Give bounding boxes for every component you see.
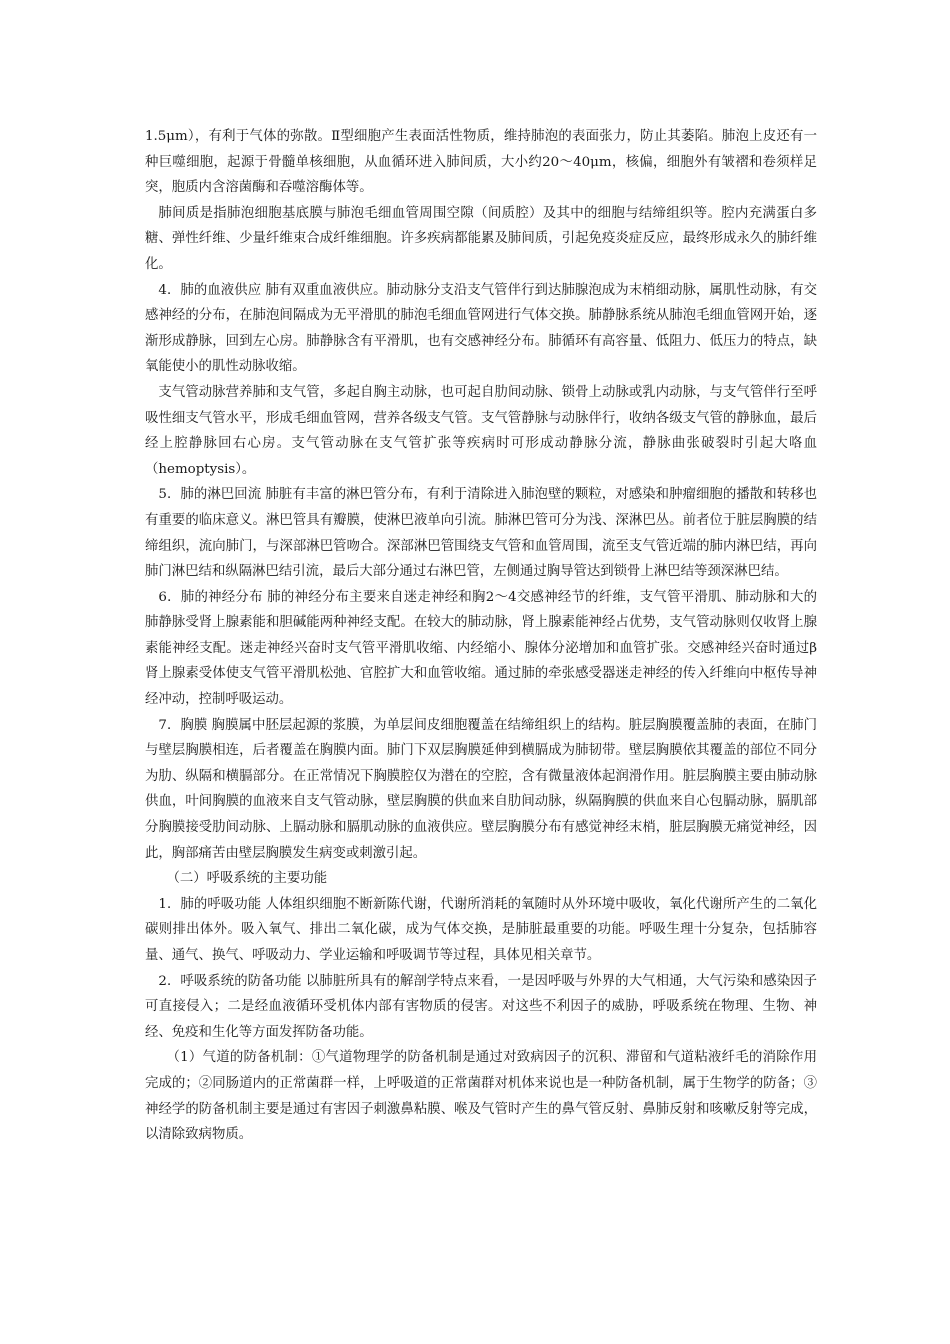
paragraph-defense-function: 2．呼吸系统的防备功能 以肺脏所具有的解剖学特点来看，一是因呼吸与外界的大气相通，大气污染和感染因子可直接侵入；二是经血液循环受机体内部有害物质的侵害。对这些不利因子的威胁，呼吸系统在物理、生物、神经、免疫和生化等方面发挥防备功能。 xyxy=(145,973,817,1040)
section-heading-main-functions: （二）呼吸系统的主要功能 xyxy=(166,871,328,887)
paragraph-lymph-drainage: 5．肺的淋巴回流 肺脏有丰富的淋巴管分布，有利于清除进入肺泡壁的颗粒，对感染和肿瘤细胞的播散和转移也有重要的临床意义。淋巴管具有瓣膜，使淋巴液单向引流。肺淋巴管可分为浅、深淋巴丛。前者位于脏层胸膜的结缔组织，流向肺门，与深部淋巴管吻合。深部淋巴管围绕支气管和血管周围，流至支气管近端的肺内淋巴结，再向肺门淋巴结和纵隔淋巴结引流，最后大部分通过右淋巴管，左侧通过胸导管达到锁骨上淋巴结等颈深淋巴结。 xyxy=(145,487,817,580)
paragraph-respiratory-function: 1．肺的呼吸功能 人体组织细胞不断新陈代谢，代谢所消耗的氧随时从外环境中吸收，氧化代谢所产生的二氧化碳则排出体外。吸入氧气、排出二氧化碳，成为气体交换，是肺脏最重要的功能。呼吸生理十分复杂，包括肺容量、通气、换气、呼吸动力、学业运输和呼吸调节等过程，具体见相关章节。 xyxy=(145,896,817,963)
paragraph-nerve-supply: 6．肺的神经分布 肺的神经分布主要来自迷走神经和胸2～4交感神经节的纤维，支气管平滑肌、肺动脉和大的肺静脉受肾上腺素能和胆碱能两种神经支配。在较大的肺动脉，肾上腺素能神经占优势，支气管动脉则仅收肾上腺素能神经支配。迷走神经兴奋时支气管平滑肌收缩、内经缩小、腺体分泌增加和血管扩张。交感神经兴奋时通过β肾上腺素受体使支气管平滑肌松弛、官腔扩大和血管收缩。通过肺的牵张感受器迷走神经的传入纤维向中枢传导神经冲动，控制呼吸运动。 xyxy=(145,589,817,708)
paragraph-lung-interstitium: 肺间质是指肺泡细胞基底膜与肺泡毛细血管周围空隙（间质腔）及其中的细胞与结缔组织等。腔内充满蛋白多糖、弹性纤维、少量纤维束合成纤维细胞。许多疾病都能累及肺间质，引起免疫炎症反应，最终形成永久的肺纤维化。 xyxy=(145,205,817,272)
paragraph-pleura: 7．胸膜 胸膜属中胚层起源的浆膜，为单层间皮细胞覆盖在结缔组织上的结构。脏层胸膜覆盖肺的表面，在肺门与壁层胸膜相连，后者覆盖在胸膜内面。肺门下双层胸膜延伸到横膈成为肺韧带。壁层胸膜依其覆盖的部位不同分为肋、纵隔和横膈部分。在正常情况下胸膜腔仅为潜在的空腔，含有微量液体起润滑作用。脏层胸膜主要由肺动脉供血，叶间胸膜的血液来自支气管动脉，壁层胸膜的供血来自肋间动脉，纵隔胸膜的供血来自心包膈动脉，膈肌部分胸膜接受肋间动脉、上膈动脉和膈肌动脉的血液供应。壁层胸膜分布有感觉神经末梢，脏层胸膜无痛觉神经，因此，胸部痛苦由壁层胸膜发生病变或刺激引起。 xyxy=(145,717,817,861)
document-body xyxy=(145,124,817,1148)
paragraph-blood-supply: 4．肺的血液供应 肺有双重血液供应。肺动脉分支沿支气管伴行到达肺腺泡成为末梢细动脉，属肌性动脉，有交感神经的分布，在肺泡间隔成为无平滑肌的肺泡毛细血管网进行气体交换。肺静脉系统从肺泡毛细血管网开始，逐渐形成静脉，回到左心房。肺静脉含有平滑肌，也有交感神经分布。肺循环有高容量、低阻力、低压力的特点，缺氧能使小的肌性动脉收缩。 xyxy=(145,282,817,375)
paragraph-airway-defense: （1）气道的防备机制：①气道物理学的防备机制是通过对致病因子的沉积、滞留和气道粘液纤毛的消除作用完成的；②同肠道内的正常菌群一样，上呼吸道的正常菌群对机体来说也是一种防备机制，属于生物学的防备；③神经学的防备机制主要是通过有害因子刺激鼻粘膜、喉及气管时产生的鼻气管反射、鼻肺反射和咳嗽反射等完成，以清除致病物质。 xyxy=(145,1050,817,1143)
paragraph-alveolar-cells: 1.5μm），有利于气体的弥散。Ⅱ型细胞产生表面活性物质，维持肺泡的表面张力，防止其萎陷。肺泡上皮还有一种巨噬细胞，起源于骨髓单核细胞，从血循环进入肺间质，大小约20～40μm，核偏，细胞外有皱褶和卷须样足突，胞质内含溶菌酶和吞噬溶酶体等。 xyxy=(145,129,817,196)
paragraph-bronchial-artery: 支气管动脉营养肺和支气管，多起自胸主动脉，也可起自肋间动脉、锁骨上动脉或乳内动脉，与支气管伴行至呼吸性细支气管水平，形成毛细血管网，营养各级支气管。支气管静脉与动脉伴行，收纳各级支气管的静脉血，最后经上腔静脉回右心房。支气管动脉在支气管扩张等疾病时可形成动静脉分流，静脉曲张破裂时引起大咯血（hemoptysis）。 xyxy=(145,384,817,477)
